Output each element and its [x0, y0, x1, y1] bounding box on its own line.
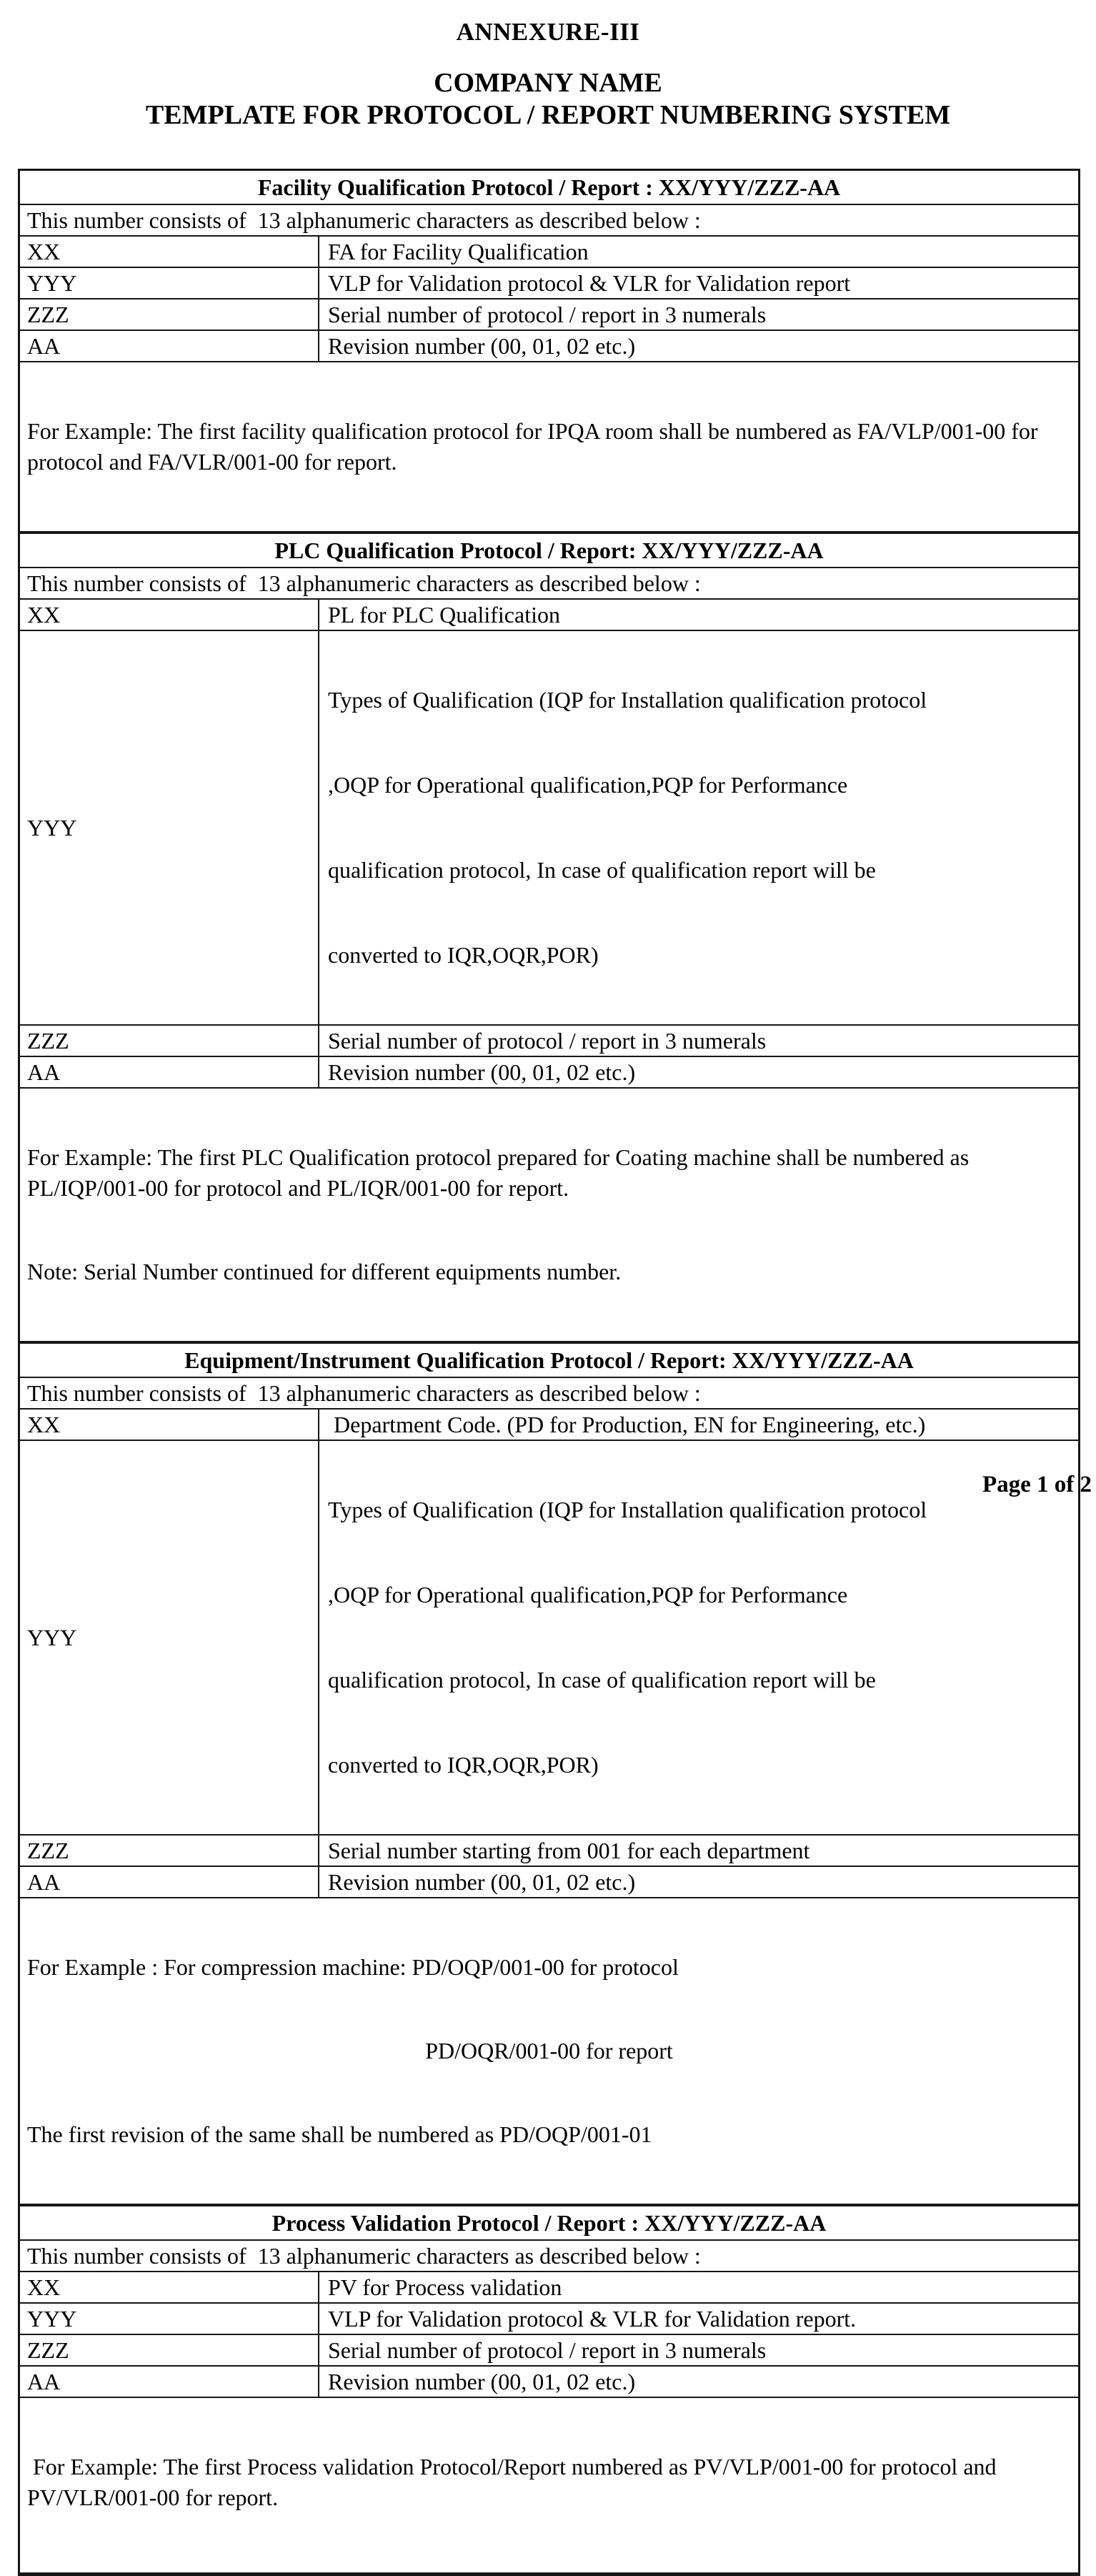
section-title-plc: PLC Qualification Protocol / Report: XX/YYY/ZZZ-AA — [20, 531, 1078, 567]
code-description: Revision number (00, 01, 02 etc.) — [328, 1059, 636, 1085]
section-intro-text: This number consists of 13 alphanumeric characters as described below : — [27, 570, 701, 596]
page-number: Page 1 of 2 — [982, 1472, 1092, 1497]
company-name: COMPANY NAME — [434, 68, 662, 98]
code-description: Department Code. (PD for Production, EN for Engineering, etc.) — [328, 1412, 926, 1437]
description-line: qualification protocol, In case of qualification report will be — [328, 857, 876, 883]
code-description — [319, 1441, 1078, 1834]
code-cell: AA — [20, 1867, 319, 1897]
description-line: Types of Qualification (IQP for Installation qualification protocol — [328, 687, 927, 713]
table-row — [20, 2302, 1078, 2334]
code-description: Serial number of protocol / report in 3 numerals — [328, 2337, 767, 2363]
table-row — [20, 2271, 1078, 2302]
code-cell: ZZZ — [20, 1026, 319, 1056]
code-cell: AA — [20, 2367, 319, 2397]
table-row — [20, 2334, 1078, 2365]
section-intro-row — [20, 567, 1078, 598]
code-description: PL for PLC Qualification — [328, 602, 560, 628]
example-text: For Example: The first PLC Qualification protocol prepared for Coating machine shall be numbered as PL/IQP/001-00 for protocol and PL/IQR/001-00 for report. — [27, 1144, 975, 1201]
code-cell: XX — [20, 2272, 319, 2302]
example-text: For Example: The first Process validation Protocol/Report numbered as PV/VLP/001-00 for protocol and PV/VLR/001-00 for report. — [27, 2454, 1002, 2510]
code-cell: XX — [20, 237, 319, 267]
table-row — [20, 1056, 1078, 1087]
table-row — [20, 298, 1078, 330]
example-text: For Example: The first facility qualification protocol for IPQA room shall be numbered as FA/VLP/001-00 for protocol and FA/VLR/001-00 for report. — [27, 418, 1044, 475]
description-line: ,OQP for Operational qualification,PQP for Performance — [328, 772, 848, 798]
code-cell: AA — [20, 331, 319, 361]
code-cell: YYY — [20, 2304, 319, 2334]
example-row — [20, 1897, 1078, 2204]
section-title-equipment: Equipment/Instrument Qualification Protocol / Report: XX/YYY/ZZZ-AA — [20, 1341, 1078, 1377]
section-intro-row — [20, 2239, 1078, 2271]
example-row — [20, 1087, 1078, 1341]
code-description: Serial number of protocol / report in 3 numerals — [328, 302, 767, 327]
numbering-table — [18, 169, 1080, 2576]
description-line: Types of Qualification (IQP for Installation qualification protocol — [328, 1497, 927, 1522]
section-intro-text: This number consists of 13 alphanumeric characters as described below : — [27, 1380, 701, 1406]
table-row — [20, 1408, 1078, 1440]
example-text: For Example : For compression machine: PD/OQP/001-00 for protocol — [27, 1954, 679, 1980]
example-text: The first revision of the same shall be numbered as PD/OQP/001-01 — [27, 2121, 652, 2147]
code-description: VLP for Validation protocol & VLR for Validation report — [328, 270, 851, 296]
code-cell: ZZZ — [20, 2335, 319, 2365]
table-row — [20, 330, 1078, 361]
code-cell: XX — [20, 600, 319, 630]
table-row — [20, 235, 1078, 267]
table-row — [20, 1440, 1078, 1834]
description-line: ,OQP for Operational qualification,PQP for Performance — [328, 1582, 848, 1607]
code-description: Revision number (00, 01, 02 etc.) — [328, 333, 636, 359]
document-title: TEMPLATE FOR PROTOCOL / REPORT NUMBERING SYSTEM — [145, 100, 951, 130]
code-cell: AA — [20, 1057, 319, 1087]
code-cell: YYY — [20, 631, 319, 1024]
code-description: Revision number (00, 01, 02 etc.) — [328, 1869, 636, 1895]
section-title-process: Process Validation Protocol / Report : XX/YYY/ZZZ-AA — [20, 2204, 1078, 2239]
table-row — [20, 630, 1078, 1024]
section-intro-row — [20, 204, 1078, 235]
table-row — [20, 1834, 1078, 1866]
code-description: PV for Process validation — [328, 2274, 562, 2300]
example-row — [20, 361, 1078, 531]
table-row — [20, 267, 1078, 298]
code-cell: YYY — [20, 1441, 319, 1834]
description-line: converted to IQR,OQR,POR) — [328, 1752, 599, 1778]
table-row — [20, 1866, 1078, 1897]
code-description — [319, 631, 1078, 1024]
document-header — [0, 17, 1096, 131]
section-intro-text: This number consists of 13 alphanumeric characters as described below : — [27, 207, 701, 233]
annexure-title: ANNEXURE-III — [456, 18, 640, 46]
section-intro-row — [20, 1377, 1078, 1408]
section-intro-text: This number consists of 13 alphanumeric characters as described below : — [27, 2243, 701, 2269]
section-title-facility: Facility Qualification Protocol / Report : XX/YYY/ZZZ-AA — [257, 174, 841, 200]
code-description: Serial number of protocol / report in 3 numerals — [328, 1028, 767, 1054]
code-cell: ZZZ — [20, 299, 319, 330]
note-text: Note: Serial Number continued for different equipments number. — [27, 1259, 622, 1284]
table-row — [20, 1024, 1078, 1056]
code-cell: YYY — [20, 268, 319, 298]
code-description: Revision number (00, 01, 02 etc.) — [328, 2369, 636, 2394]
code-description: FA for Facility Qualification — [328, 239, 589, 264]
example-row — [20, 2397, 1078, 2572]
code-description: Serial number starting from 001 for each department — [328, 1838, 810, 1863]
description-line: qualification protocol, In case of qualification report will be — [328, 1667, 876, 1693]
table-row — [20, 2365, 1078, 2397]
code-cell: ZZZ — [20, 1836, 319, 1866]
description-line: converted to IQR,OQR,POR) — [328, 942, 599, 968]
example-text: PD/OQR/001-00 for report — [425, 2038, 673, 2064]
code-cell: XX — [20, 1410, 319, 1440]
table-row — [20, 598, 1078, 630]
code-description: VLP for Validation protocol & VLR for Validation report. — [328, 2306, 857, 2332]
